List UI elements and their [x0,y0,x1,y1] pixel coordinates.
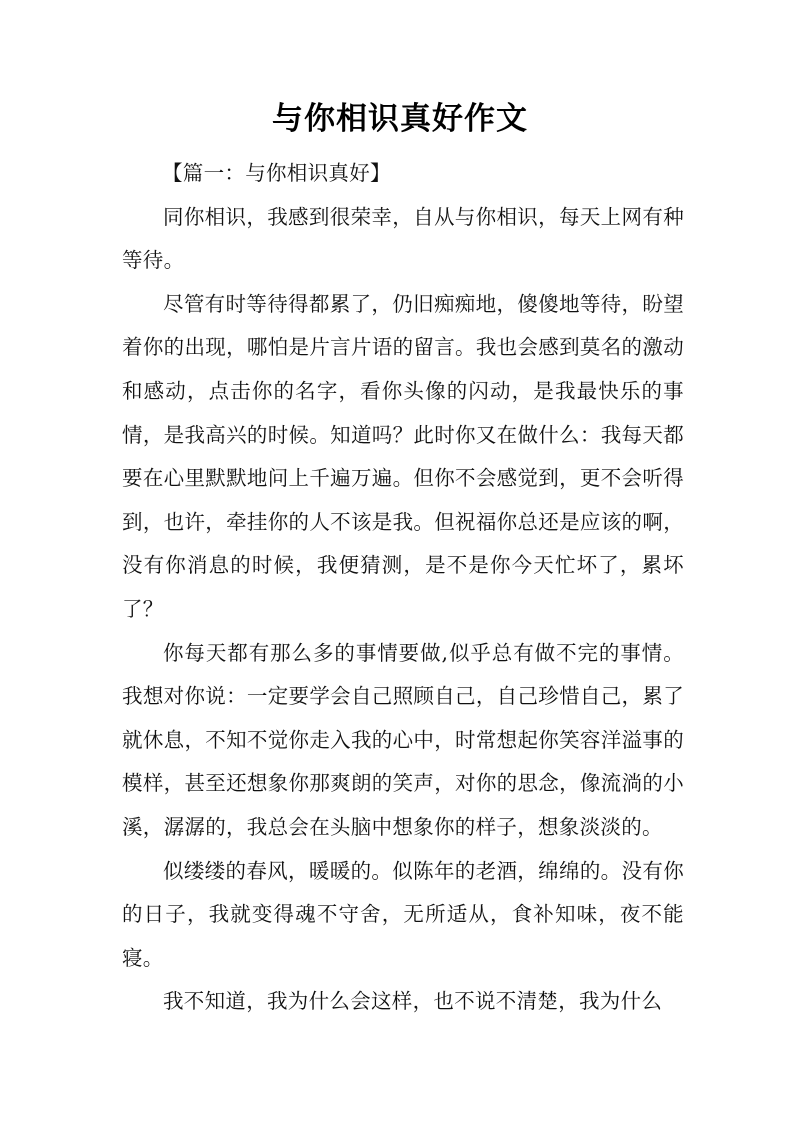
paragraph: 我不知道，我为什么会这样，也不说不清楚，我为什么 [163,989,663,1014]
document-title: 与你相识真好作文 [272,101,528,137]
document-body [122,152,684,1024]
paragraph: 尽管有时等待得都累了，仍旧痴痴地，傻傻地等待，盼望着你的出现，哪怕是片言片语的留言。我也会感到莫名的激动和感动，点击你的名字，看你头像的闪动，是我最快乐的事情，是我高兴的时候。知道吗？此时你又在做什么：我每天都要在心里默默地问上千遍万遍。但你不会感觉到，更不会听得到，也许，牵挂你的人不该是我。但祝福你总还是应该的啊，没有你消息的时候，我便猜测，是不是你今天忙坏了，累坏了？ [122,291,684,621]
paragraph: 同你相识，我感到很荣幸，自从与你相识，每天上网有种等待。 [122,204,684,273]
paragraph: 似缕缕的春风，暖暖的。似陈年的老酒，绵绵的。没有你的日子，我就变得魂不守舍，无所适从，食补知味，夜不能寝。 [122,858,684,970]
paragraph: 你每天都有那么多的事情要做,似乎总有做不完的事情。我想对你说：一定要学会自己照顾自己，自己珍惜自己，累了就休息，不知不觉你走入我的心中，时常想起你笑容洋溢事的模样，甚至还想象你那爽朗的笑声，对你的思念，像流淌的小溪，潺潺的，我总会在头脑中想象你的样子，想象淡淡的。 [122,640,684,839]
section-heading: 【篇一：与你相识真好】 [162,161,391,185]
